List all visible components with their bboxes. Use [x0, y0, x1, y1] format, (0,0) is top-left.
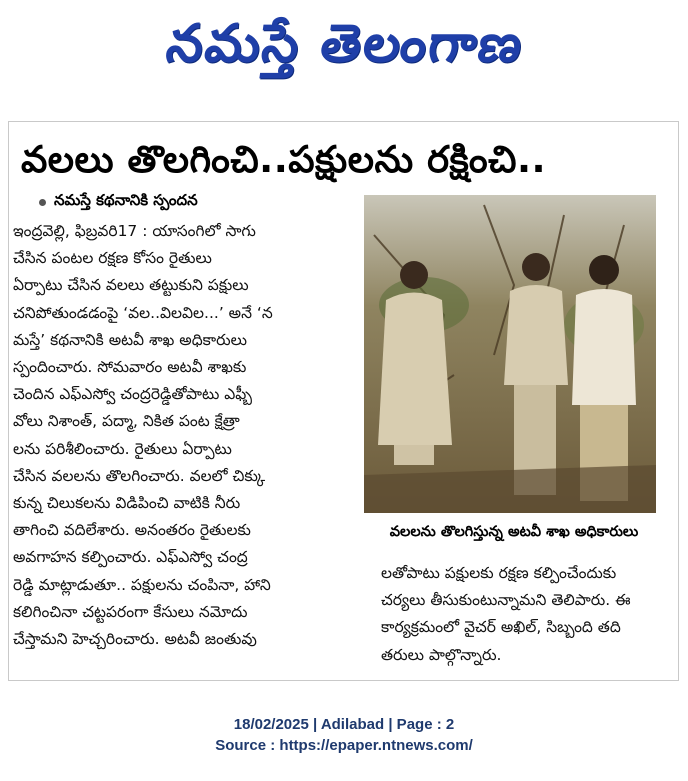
body-line: ఏర్పాటు చేసిన వలలు తట్టుకుని పక్షులు	[13, 276, 249, 295]
body-line: రెడ్డి మాట్లాడుతూ.. పక్షులను చంపినా, హాని	[13, 575, 271, 594]
body-line: తాగించి వదిలేశారు. అనంతరం రైతులకు	[13, 521, 251, 540]
article-photo	[364, 195, 656, 513]
body-line: లతోపాటు పక్షులకు రక్షణ కల్పించేందుకు	[381, 564, 617, 582]
body-line: అవగాహన కల్పించారు. ఎఫ్ఎస్వో చంద్ర	[13, 548, 248, 567]
body-line: మస్తే’ కథనానికి అటవీ శాఖ అధికారులు	[13, 330, 247, 349]
bullet-icon	[39, 199, 46, 206]
masthead	[0, 0, 688, 100]
page-footer	[0, 714, 688, 756]
body-line: వోలు నిశాంత్, పద్మా, నికిత పంట క్షేత్రా	[13, 412, 240, 431]
photo-caption: వలలను తొలగిస్తున్న అటవీ శాఖ అధికారులు	[389, 524, 639, 540]
footer-date-edition: 18/02/2025 | Adilabad | Page : 2	[233, 716, 455, 733]
body-line: ఇంద్రవెల్లి, ఫిబ్రవరి17 : యాసంగిలో సాగు	[13, 222, 256, 240]
footer-source: Source : https://epaper.ntnews.com/	[215, 737, 473, 754]
body-line: కున్న చిలుకలను విడిపించి వాటికి నీరు	[13, 494, 241, 513]
body-line: చనిపోతుండడంపై ‘వల..విలవిల...’ అనే ‘న	[13, 303, 273, 322]
body-line: లను పరిశీలించారు. రైతులు ఏర్పాటు	[13, 439, 232, 458]
body-line: చేసిన పంటల రక్షణ కోసం రైతులు	[13, 249, 212, 268]
body-line: స్పందించారు. సోమవారం అటవీ శాఖకు	[13, 358, 247, 377]
article-headline: వలలు తొలగించి..పక్షులను రక్షించి..	[21, 138, 547, 181]
body-line: చేస్తామని హెచ్చరించారు. అటవీ జంతువు	[13, 630, 257, 649]
body-line: చేసిన వలలను తొలగించారు. వలలో చిక్కు	[13, 466, 266, 485]
news-clipping	[8, 121, 679, 681]
article-subhead	[39, 190, 198, 214]
subhead-text: నమస్తే కథనానికి స్పందన	[54, 191, 198, 209]
body-line: చెందిన ఎఫ్ఎస్వో చంద్రరెడ్డితోపాటు ఎఫ్బీ	[13, 385, 253, 404]
article-body-column-1	[13, 218, 347, 653]
body-line: చర్యలు తీసుకుంటున్నామని తెలిపారు. ఈ	[381, 591, 631, 610]
body-line: కార్యక్రమంలో వైచర్ అఖిల్, సిబ్బంది తది	[381, 618, 621, 637]
article-body-column-2	[381, 560, 667, 669]
body-line: తరులు పాల్గొన్నారు.	[381, 645, 502, 664]
body-line: కలిగించినా చట్టపరంగా కేసులు నమోదు	[13, 602, 248, 621]
masthead-logo: నమస్తే తెలంగాణ	[162, 13, 528, 74]
